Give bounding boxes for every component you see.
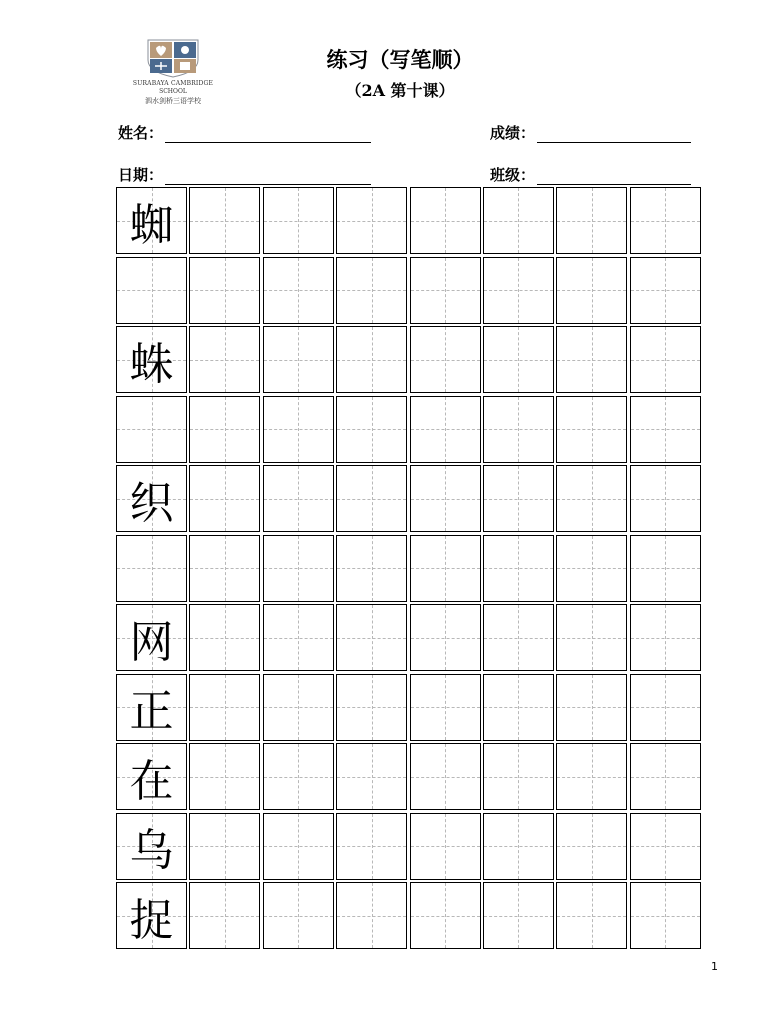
practice-cell[interactable] — [336, 743, 407, 810]
model-character: 正 — [129, 686, 174, 737]
grid-row — [116, 187, 704, 257]
date-field[interactable] — [118, 164, 371, 185]
practice-cell[interactable] — [410, 396, 481, 463]
practice-cell[interactable] — [483, 396, 554, 463]
grid-row — [116, 535, 704, 605]
grid-row — [116, 396, 704, 466]
practice-cell[interactable] — [483, 604, 554, 671]
practice-cell[interactable] — [410, 604, 481, 671]
practice-cell[interactable] — [630, 882, 701, 949]
practice-cell[interactable] — [556, 535, 627, 602]
practice-cell[interactable] — [556, 743, 627, 810]
practice-cell[interactable] — [410, 674, 481, 741]
model-character-cell — [116, 604, 187, 671]
practice-cell[interactable] — [556, 326, 627, 393]
practice-cell[interactable] — [189, 465, 260, 532]
practice-cell[interactable] — [630, 743, 701, 810]
grid-row — [116, 674, 704, 744]
model-character: 乌 — [129, 825, 174, 876]
practice-cell[interactable] — [556, 465, 627, 532]
practice-cell[interactable] — [336, 882, 407, 949]
practice-cell[interactable] — [630, 674, 701, 741]
practice-cell[interactable] — [189, 743, 260, 810]
practice-cell[interactable] — [263, 604, 334, 671]
practice-cell[interactable] — [410, 882, 481, 949]
practice-cell[interactable] — [263, 535, 334, 602]
grid-row — [116, 743, 704, 813]
practice-cell[interactable] — [336, 326, 407, 393]
practice-cell[interactable] — [483, 326, 554, 393]
school-crest-icon — [144, 38, 202, 78]
practice-cell[interactable] — [483, 257, 554, 324]
grid-row — [116, 257, 704, 327]
practice-cell[interactable] — [556, 882, 627, 949]
model-character — [117, 258, 186, 323]
practice-cell[interactable] — [556, 187, 627, 254]
practice-cell[interactable] — [336, 465, 407, 532]
practice-cell[interactable] — [410, 257, 481, 324]
score-label: 成绩： — [490, 124, 536, 142]
practice-cell[interactable] — [189, 535, 260, 602]
model-character-cell — [116, 465, 187, 532]
practice-cell[interactable] — [263, 743, 334, 810]
school-logo — [128, 38, 218, 112]
practice-cell[interactable] — [189, 604, 260, 671]
page-subtitle: （2A 第十课） — [345, 81, 455, 100]
model-character-cell — [116, 674, 187, 741]
model-character: 蛛 — [129, 338, 174, 390]
practice-cell[interactable] — [263, 187, 334, 254]
class-blank-line[interactable] — [537, 169, 691, 185]
school-name-line1: SURABAYA CAMBRIDGE — [132, 80, 214, 87]
grid-row — [116, 326, 704, 396]
model-character — [117, 536, 186, 601]
practice-cell[interactable] — [630, 396, 701, 463]
practice-cell[interactable] — [630, 257, 701, 324]
practice-cell[interactable] — [410, 187, 481, 254]
model-character: 捉 — [129, 894, 174, 946]
practice-cell[interactable] — [263, 396, 334, 463]
practice-cell[interactable] — [483, 465, 554, 532]
practice-cell[interactable] — [556, 396, 627, 463]
name-label: 姓名： — [118, 124, 164, 142]
model-character: 在 — [129, 755, 174, 807]
writing-practice-grid — [116, 187, 704, 952]
practice-cell[interactable] — [189, 882, 260, 949]
page-title: 练习（写笔顺） — [326, 47, 474, 72]
score-field[interactable] — [490, 122, 691, 143]
model-character: 蜘 — [129, 199, 174, 251]
practice-cell[interactable] — [189, 813, 260, 880]
practice-cell[interactable] — [556, 813, 627, 880]
model-character-cell — [116, 257, 187, 324]
practice-cell[interactable] — [630, 535, 701, 602]
class-label: 班级： — [490, 166, 536, 184]
model-character-cell — [116, 187, 187, 254]
practice-cell[interactable] — [483, 882, 554, 949]
model-character-cell — [116, 326, 187, 393]
school-name-chinese: 泗水剑桥三语学校 — [145, 97, 201, 105]
practice-cell[interactable] — [556, 674, 627, 741]
practice-cell[interactable] — [336, 396, 407, 463]
model-character: 织 — [129, 477, 174, 529]
name-blank-line[interactable] — [165, 127, 371, 143]
practice-cell[interactable] — [189, 257, 260, 324]
practice-cell[interactable] — [556, 604, 627, 671]
practice-cell[interactable] — [336, 813, 407, 880]
date-label: 日期： — [118, 166, 164, 184]
practice-cell[interactable] — [189, 674, 260, 741]
practice-cell[interactable] — [630, 187, 701, 254]
practice-cell[interactable] — [483, 187, 554, 254]
model-character — [117, 397, 186, 462]
practice-cell[interactable] — [630, 326, 701, 393]
score-blank-line[interactable] — [537, 127, 691, 143]
practice-cell[interactable] — [336, 535, 407, 602]
practice-cell[interactable] — [336, 674, 407, 741]
practice-cell[interactable] — [410, 535, 481, 602]
model-character-cell — [116, 813, 187, 880]
practice-cell[interactable] — [189, 187, 260, 254]
practice-cell[interactable] — [263, 674, 334, 741]
grid-row — [116, 604, 704, 674]
page-number: 1 — [711, 960, 718, 973]
model-character-cell — [116, 882, 187, 949]
name-field[interactable] — [118, 122, 371, 143]
practice-cell[interactable] — [410, 326, 481, 393]
practice-cell[interactable] — [336, 604, 407, 671]
model-character: 网 — [129, 616, 174, 668]
grid-row — [116, 882, 704, 952]
class-field[interactable] — [490, 164, 691, 185]
practice-cell[interactable] — [410, 465, 481, 532]
practice-cell[interactable] — [483, 813, 554, 880]
model-character-cell — [116, 535, 187, 602]
grid-row — [116, 465, 704, 535]
practice-cell[interactable] — [263, 326, 334, 393]
practice-cell[interactable] — [483, 535, 554, 602]
model-character-cell — [116, 743, 187, 810]
grid-row — [116, 813, 704, 883]
practice-cell[interactable] — [630, 604, 701, 671]
practice-cell[interactable] — [630, 465, 701, 532]
practice-cell[interactable] — [483, 674, 554, 741]
date-blank-line[interactable] — [165, 169, 371, 185]
school-name-line2: SCHOOL — [159, 88, 187, 95]
practice-cell[interactable] — [483, 743, 554, 810]
practice-cell[interactable] — [410, 743, 481, 810]
practice-cell[interactable] — [410, 813, 481, 880]
practice-cell[interactable] — [189, 396, 260, 463]
practice-cell[interactable] — [263, 882, 334, 949]
practice-cell[interactable] — [336, 257, 407, 324]
practice-cell[interactable] — [630, 813, 701, 880]
practice-cell[interactable] — [556, 257, 627, 324]
practice-cell[interactable] — [263, 257, 334, 324]
practice-cell[interactable] — [263, 813, 334, 880]
model-character-cell — [116, 396, 187, 463]
practice-cell[interactable] — [189, 326, 260, 393]
practice-cell[interactable] — [336, 187, 407, 254]
practice-cell[interactable] — [263, 465, 334, 532]
